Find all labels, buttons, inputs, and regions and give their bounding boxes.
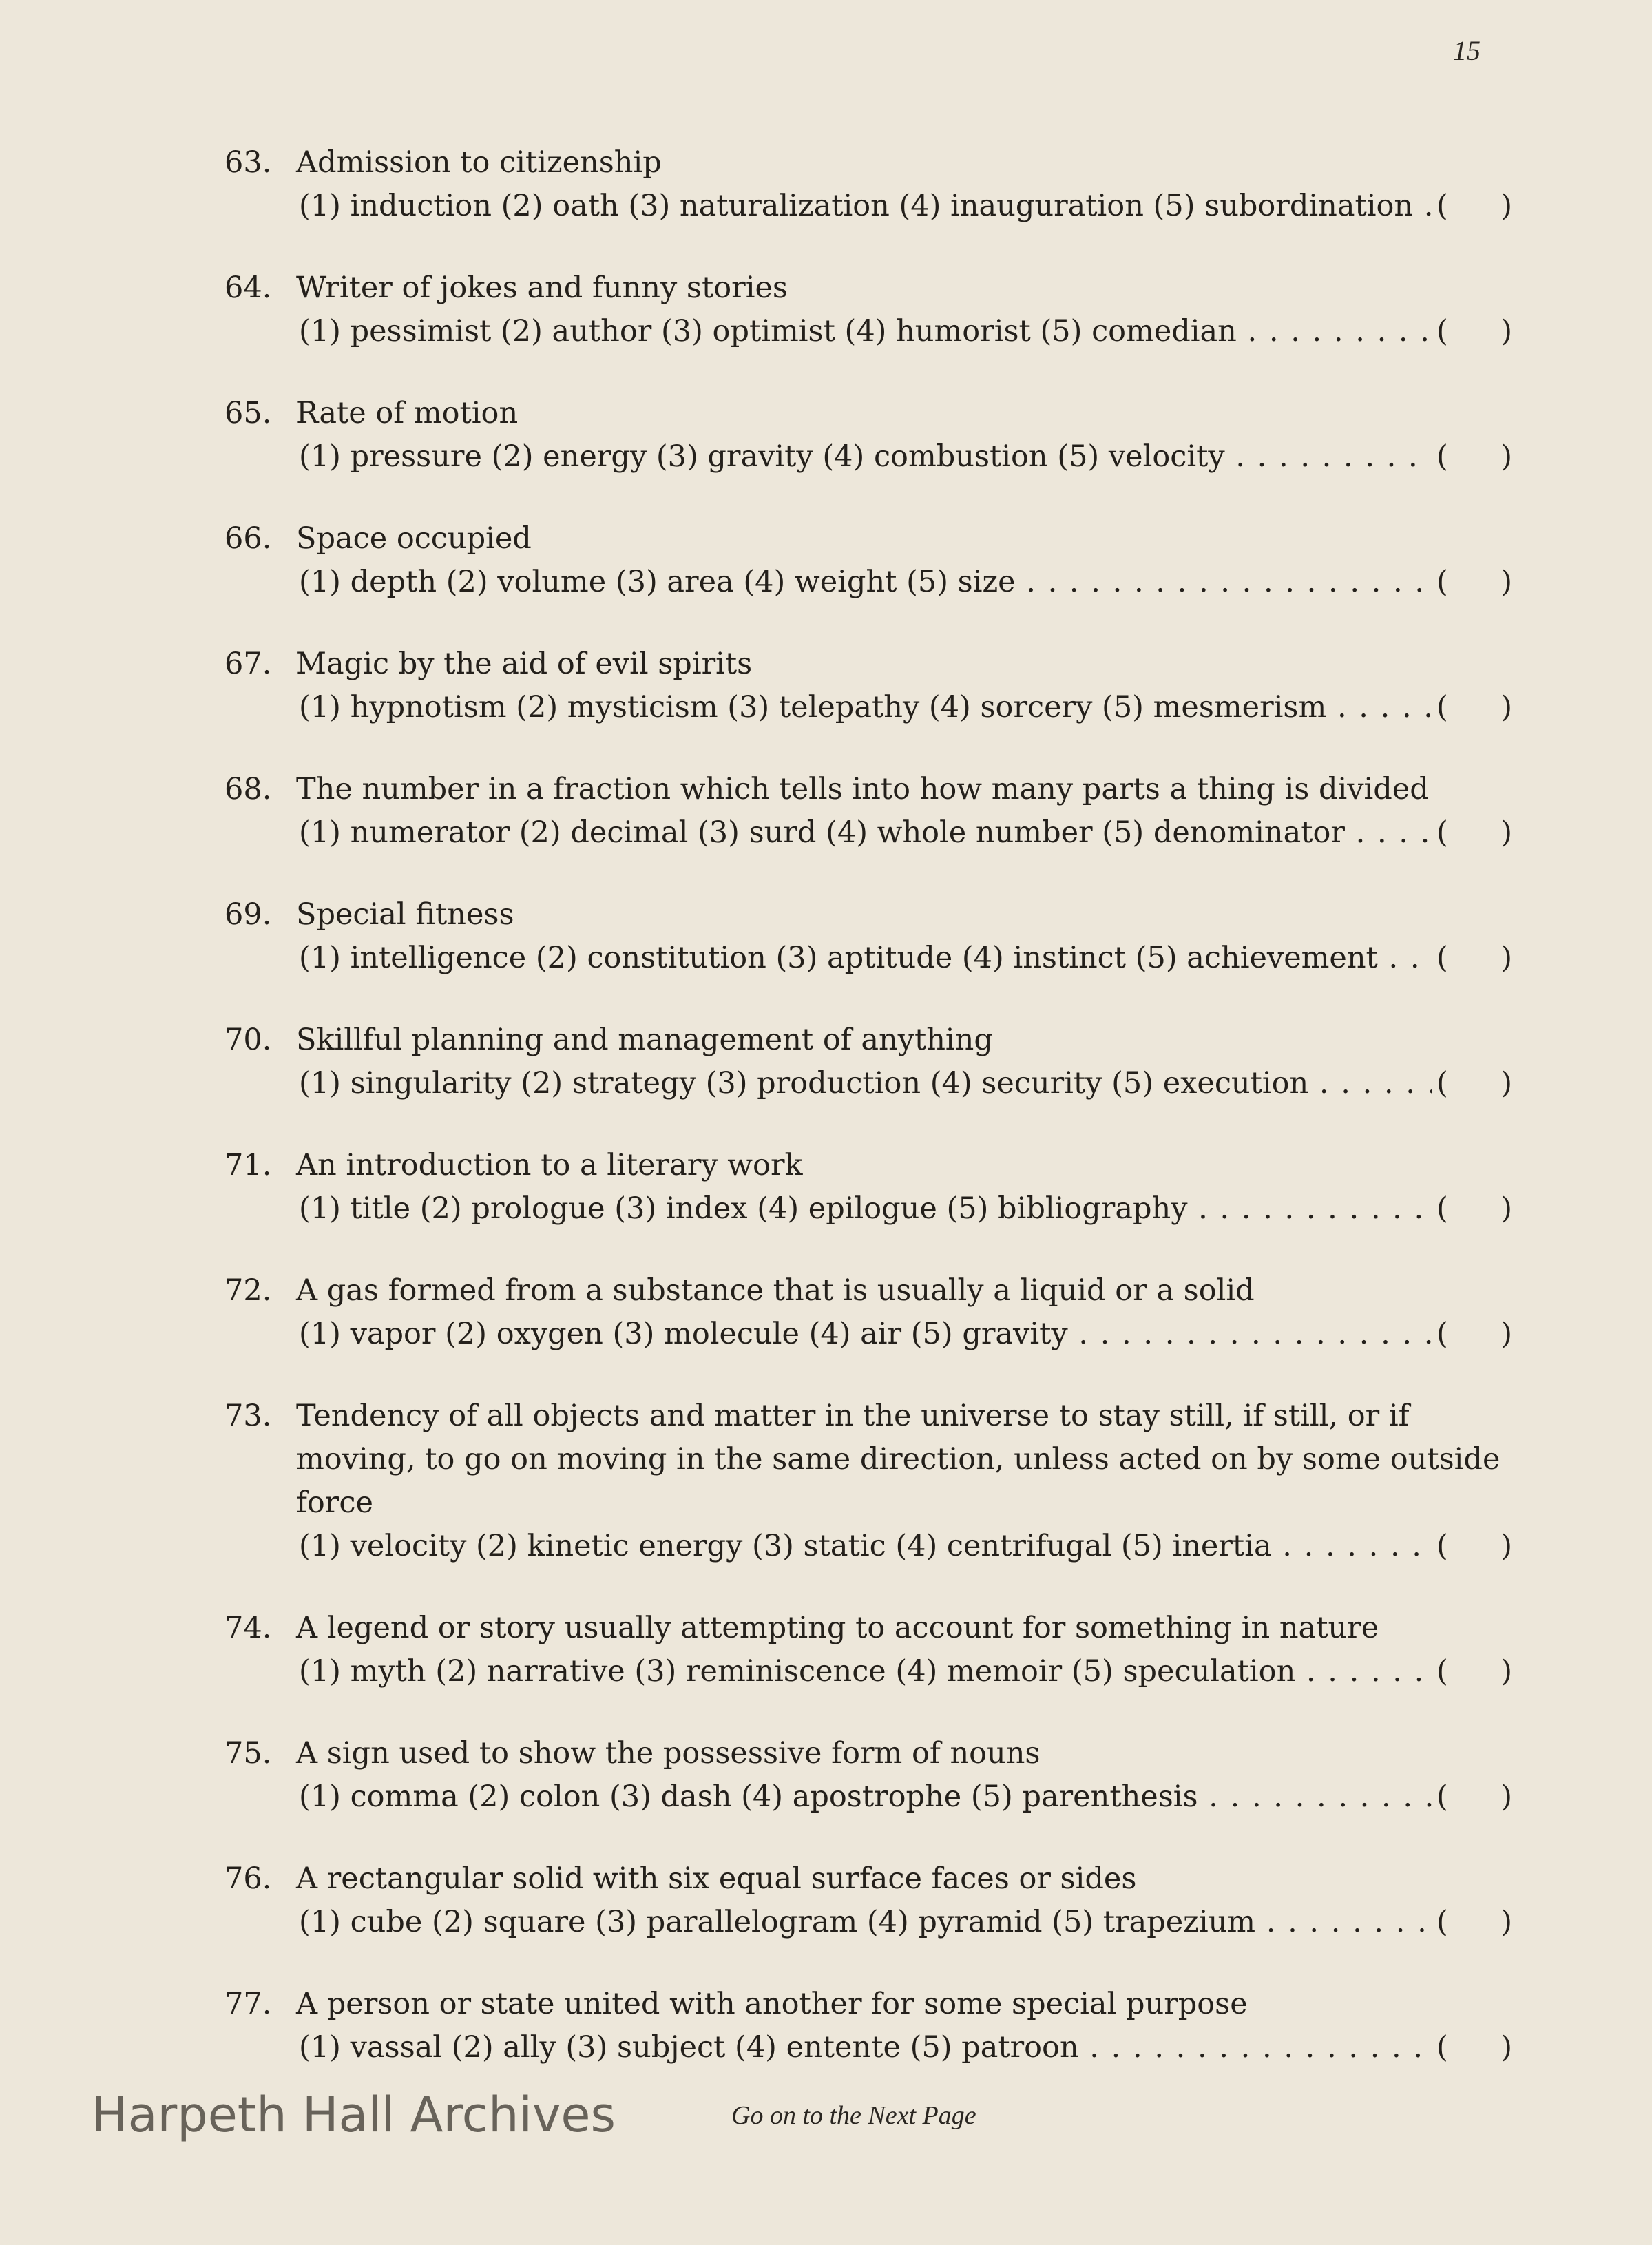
question-prompt: A legend or story usually attempting to account for something in nature — [296, 1611, 1379, 1645]
question-item — [224, 1144, 1512, 1231]
answer-blank-close: ) — [1501, 1529, 1512, 1563]
question-number: 68. — [224, 772, 272, 806]
question-number: 73. — [224, 1399, 272, 1433]
answer-blank-open: ( — [1436, 565, 1448, 599]
question-prompt: Tendency of all objects and matter in the universe to stay still, if still, or if moving, to go on moving in the same direction, unless acted on by some outside force — [296, 1399, 1501, 1520]
answer-blank[interactable] — [1432, 937, 1512, 980]
answer-options: (1) hypnotism (2) mysticism (3) telepathy (4) sorcery (5) mesmerism . . . — [299, 686, 1432, 729]
answer-blank[interactable] — [1432, 1901, 1512, 1944]
question-item — [224, 768, 1512, 855]
question-prompt: A gas formed from a substance that is usually a liquid or a solid — [296, 1273, 1255, 1308]
question-item — [224, 1732, 1512, 1819]
answer-blank-close: ) — [1501, 1191, 1512, 1226]
answer-options: (1) comma (2) colon (3) dash (4) apostrophe (5) parenthesis . . . — [299, 1775, 1432, 1819]
answer-blank-close: ) — [1501, 314, 1512, 348]
question-item — [224, 517, 1512, 604]
answer-options: (1) numerator (2) decimal (3) surd (4) whole number (5) denominator . . . — [299, 811, 1432, 855]
question-prompt: The number in a fraction which tells into how many parts a thing is divided — [296, 772, 1429, 806]
question-number: 76. — [224, 1861, 272, 1896]
answer-options: (1) cube (2) square (3) parallelogram (4) pyramid (5) trapezium . . . — [299, 1901, 1432, 1944]
answer-blank[interactable] — [1432, 1187, 1512, 1231]
answer-blank-open: ( — [1436, 815, 1448, 850]
question-number: 71. — [224, 1148, 272, 1182]
question-item — [224, 1983, 1512, 2069]
answer-blank[interactable] — [1432, 561, 1512, 604]
question-number: 64. — [224, 271, 272, 305]
question-prompt: A person or state united with another for some special purpose — [296, 1987, 1248, 2021]
answer-blank-close: ) — [1501, 189, 1512, 223]
answer-blank[interactable] — [1432, 1650, 1512, 1693]
answer-options: (1) title (2) prologue (3) index (4) epilogue (5) bibliography . . . — [299, 1187, 1432, 1231]
question-prompt: An introduction to a literary work — [296, 1148, 803, 1182]
question-number: 72. — [224, 1273, 272, 1308]
question-item — [224, 1019, 1512, 1105]
answer-blank[interactable] — [1432, 811, 1512, 855]
answer-blank[interactable] — [1432, 310, 1512, 353]
answer-blank-open: ( — [1436, 439, 1448, 474]
question-item — [224, 1395, 1512, 1568]
question-prompt: Skillful planning and management of anything — [296, 1023, 993, 1057]
answer-blank-open: ( — [1436, 314, 1448, 348]
question-prompt: Magic by the aid of evil spirits — [296, 647, 753, 681]
answer-blank-open: ( — [1436, 2030, 1448, 2065]
answer-blank-open: ( — [1436, 1905, 1448, 1939]
page-number: 15 — [1453, 35, 1481, 66]
question-item — [224, 643, 1512, 729]
answer-blank[interactable] — [1432, 1525, 1512, 1568]
answer-options: (1) pessimist (2) author (3) optimist (4) humorist (5) comedian . . . — [299, 310, 1432, 353]
answer-blank-close: ) — [1501, 1905, 1512, 1939]
question-prompt: A sign used to show the possessive form of nouns — [296, 1736, 1041, 1771]
question-number: 63. — [224, 145, 272, 180]
answer-blank-close: ) — [1501, 1317, 1512, 1351]
answer-options: (1) intelligence (2) constitution (3) aptitude (4) instinct (5) achievement . . . — [299, 937, 1432, 980]
answer-blank-close: ) — [1501, 2030, 1512, 2065]
answer-blank-close: ) — [1501, 690, 1512, 724]
question-number: 77. — [224, 1987, 272, 2021]
question-item — [224, 1269, 1512, 1356]
question-item — [224, 392, 1512, 479]
question-prompt: A rectangular solid with six equal surface faces or sides — [296, 1861, 1137, 1896]
answer-blank-open: ( — [1436, 1066, 1448, 1100]
answer-blank-open: ( — [1436, 690, 1448, 724]
answer-blank-close: ) — [1501, 941, 1512, 975]
question-item — [224, 893, 1512, 980]
answer-blank[interactable] — [1432, 2026, 1512, 2069]
answer-blank[interactable] — [1432, 1775, 1512, 1819]
answer-blank-close: ) — [1501, 1654, 1512, 1689]
question-number: 70. — [224, 1023, 272, 1057]
answer-options: (1) depth (2) volume (3) area (4) weight (5) size . . . — [299, 561, 1432, 604]
answer-options: (1) singularity (2) strategy (3) production (4) security (5) execution . . . — [299, 1062, 1432, 1105]
question-item — [224, 141, 1512, 228]
question-item — [224, 1607, 1512, 1693]
answer-blank-open: ( — [1436, 1191, 1448, 1226]
question-prompt: Writer of jokes and funny stories — [296, 271, 788, 305]
question-number: 75. — [224, 1736, 272, 1771]
answer-blank[interactable] — [1432, 1313, 1512, 1356]
answer-blank-open: ( — [1436, 941, 1448, 975]
answer-blank[interactable] — [1432, 686, 1512, 729]
question-prompt: Space occupied — [296, 521, 532, 556]
answer-blank-open: ( — [1436, 1779, 1448, 1814]
question-item — [224, 1857, 1512, 1944]
answer-blank-open: ( — [1436, 1317, 1448, 1351]
answer-options: (1) myth (2) narrative (3) reminiscence (4) memoir (5) speculation . . . — [299, 1650, 1432, 1693]
question-number: 66. — [224, 521, 272, 556]
answer-blank-open: ( — [1436, 189, 1448, 223]
answer-blank-close: ) — [1501, 1779, 1512, 1814]
question-item — [224, 267, 1512, 353]
answer-blank-open: ( — [1436, 1529, 1448, 1563]
archive-credit: Harpeth Hall Archives — [92, 2087, 616, 2143]
answer-options: (1) vassal (2) ally (3) subject (4) entente (5) patroon . . . — [299, 2026, 1432, 2069]
question-number: 69. — [224, 897, 272, 932]
answer-blank-close: ) — [1501, 439, 1512, 474]
answer-options: (1) pressure (2) energy (3) gravity (4) combustion (5) velocity . . . — [299, 435, 1432, 479]
answer-blank-open: ( — [1436, 1654, 1448, 1689]
next-page-instruction: Go on to the Next Page — [731, 2101, 976, 2130]
answer-blank[interactable] — [1432, 435, 1512, 479]
answer-options: (1) induction (2) oath (3) naturalization (4) inauguration (5) subordination . . . — [299, 185, 1432, 228]
question-prompt: Admission to citizenship — [296, 145, 662, 180]
answer-blank-close: ) — [1501, 1066, 1512, 1100]
question-number: 65. — [224, 396, 272, 430]
answer-blank[interactable] — [1432, 185, 1512, 228]
answer-options: (1) velocity (2) kinetic energy (3) static (4) centrifugal (5) inertia . . . — [299, 1525, 1432, 1568]
question-prompt: Rate of motion — [296, 396, 519, 430]
question-number: 74. — [224, 1611, 272, 1645]
answer-blank-close: ) — [1501, 565, 1512, 599]
answer-blank[interactable] — [1432, 1062, 1512, 1105]
answer-options: (1) vapor (2) oxygen (3) molecule (4) air (5) gravity . . . — [299, 1313, 1432, 1356]
question-list — [224, 141, 1512, 2108]
answer-blank-close: ) — [1501, 815, 1512, 850]
question-prompt: Special fitness — [296, 897, 514, 932]
question-number: 67. — [224, 647, 272, 681]
